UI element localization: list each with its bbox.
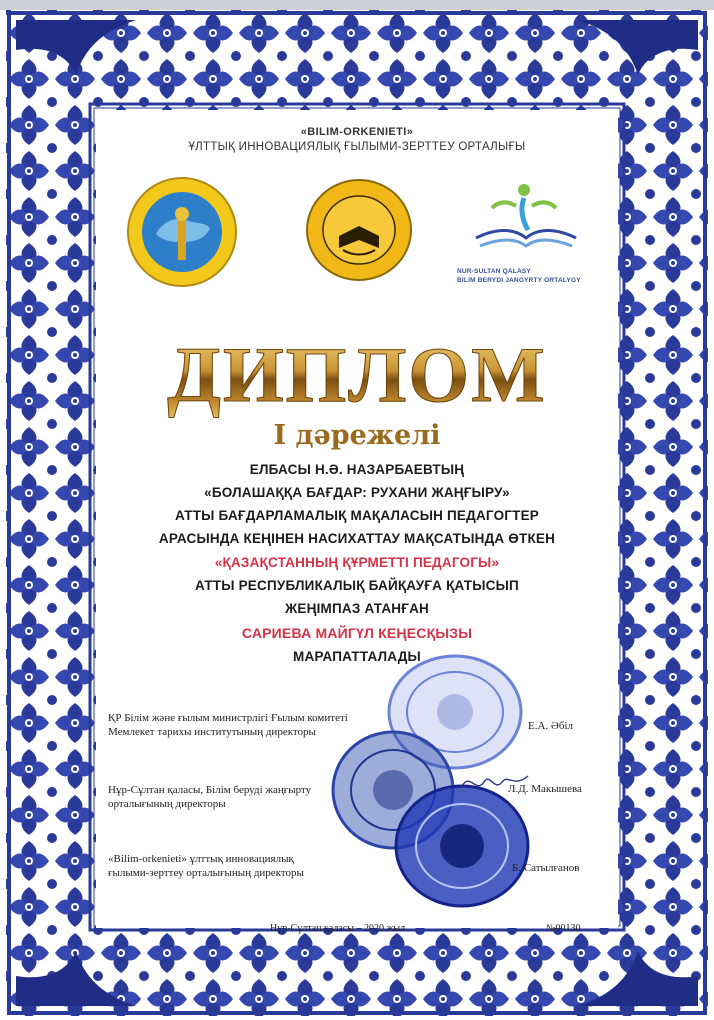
signature-row-1 [108,711,528,739]
brand-name: «BILIM-ORKENIETI» [300,126,414,138]
signature-3-line2: ғылыми-зерттеу орталығының директоры [108,867,304,879]
recipient-name: САРИЕВА МАЙГҮЛ КЕҢЕСҚЫЗЫ [241,625,473,641]
awarded-text: МАРАПАТТАЛАДЫ [293,649,421,664]
signature-1-name: Е.А. Әбіл [528,720,573,732]
body-line-4: АРАСЫНДА КЕҢІНЕН НАСИХАТТАУ МАҚСАТЫНДА ӨТКЕН [158,531,556,546]
footer-place-date: Нұр-Сұлтан қаласы – 2020 жыл [270,923,406,934]
signature-1-line1: ҚР Білім және ғылым министрлігі Ғылым комитеті [108,712,348,724]
signature-2-name: Л.Д. Макышева [508,783,582,795]
handwritten-signature-icon [460,766,530,796]
signature-2-line1: Нұр-Сұлтан қаласы, Білім беруді жаңғырту [108,784,312,796]
signature-3-line1: «Bilim-orkenieti» ұлттық инновациялық [108,853,294,865]
top-strip [0,0,714,10]
organization-name: ҰЛТТЫҚ ИННОВАЦИЯЛЫҚ ҒЫЛЫМИ-ЗЕРТТЕУ ОРТАЛЫҒЫ [188,141,526,153]
signature-row-3 [108,852,528,880]
right-logo-line1: NUR-SULTAN QALASY [457,268,531,275]
signature-1-line2: Мемлекет тарихы институтының директоры [108,726,316,738]
signature-3-name: Б. Сатылғанов [512,862,580,874]
body-line-5: АТТЫ РЕСПУБЛИКАЛЫҚ БАЙҚАУҒА ҚАТЫСЫП [195,578,519,593]
left-institute-seal-icon [126,176,238,288]
contest-name: «ҚАЗАҚСТАННЫҢ ҚҰРМЕТТІ ПЕДАГОГЫ» [214,555,500,570]
body-line-2: «БОЛАШАҚҚА БАҒДАР: РУХАНИ ЖАҢҒЫРУ» [204,485,510,500]
body-line-1: ЕЛБАСЫ Н.Ә. НАЗАРБАЕВТЫҢ [249,462,465,477]
bilim-orkenieti-seal-icon [305,178,413,282]
signature-2-line2: орталығының директоры [108,798,226,810]
diploma-degree: I дәрежелі [273,420,441,451]
diploma-number: №00130 [546,923,581,934]
diploma-title: ДИПЛОМ [0,330,714,420]
body-line-3: АТТЫ БАҒДАРЛАМАЛЫҚ МАҚАЛАСЫН ПЕДАГОГТЕР [175,508,539,523]
body-line-6: ЖЕҢІМПАЗ АТАНҒАН [285,601,429,616]
nur-sultan-education-logo-icon [466,176,586,264]
right-logo-line2: BILIM BERYDI JANGYRTY ORTALYGY [457,277,581,284]
